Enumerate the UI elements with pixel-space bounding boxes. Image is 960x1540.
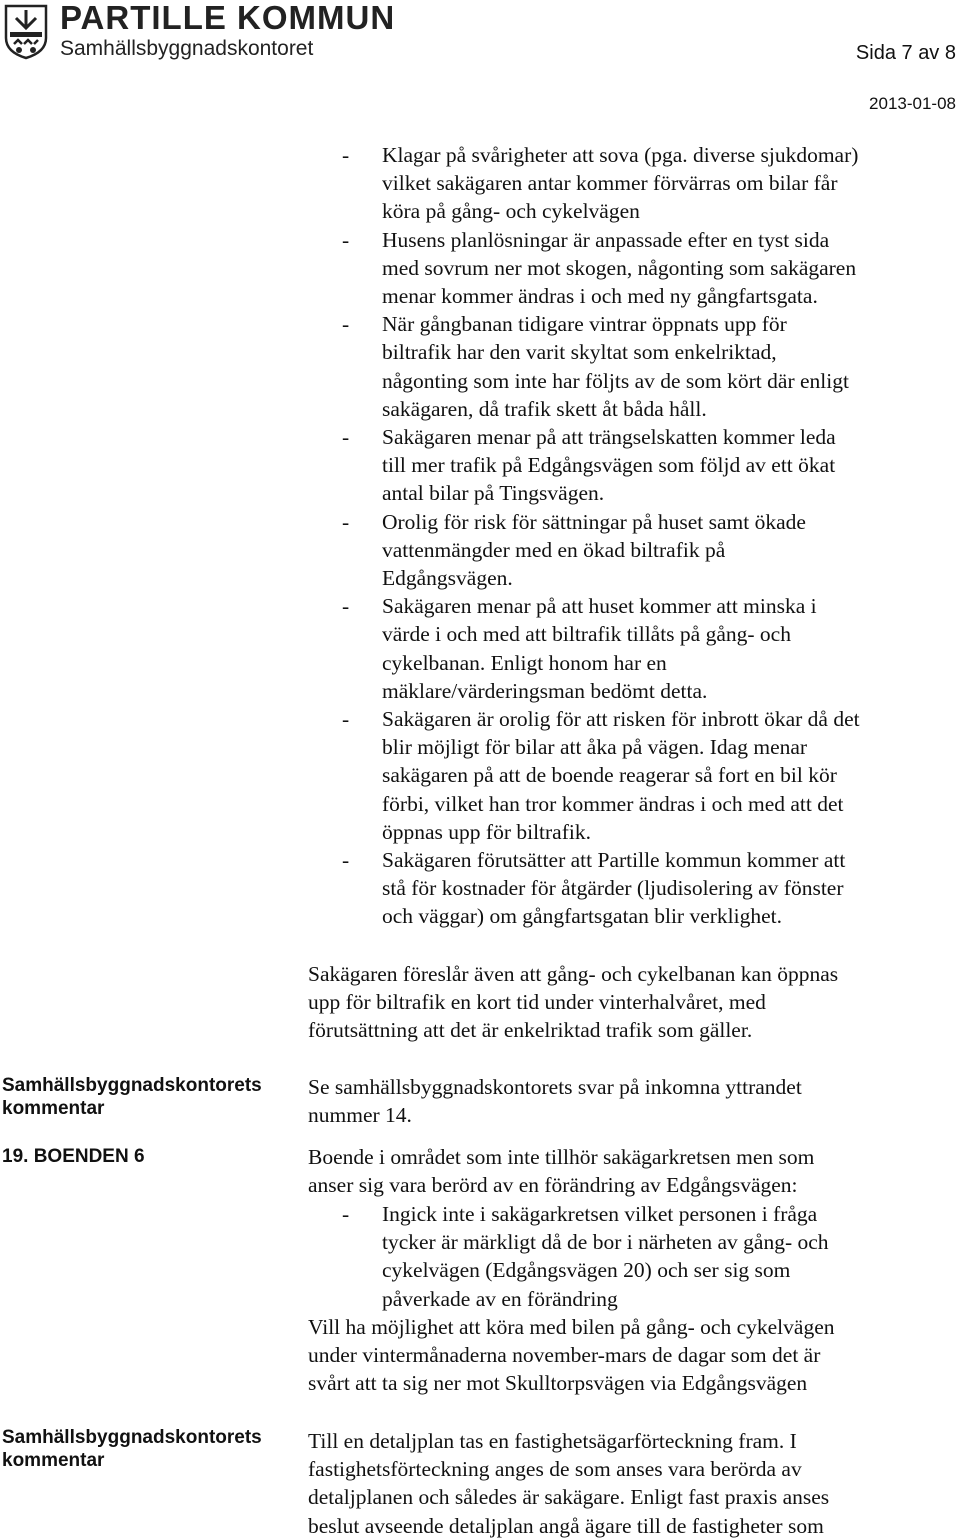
comment-label-line: kommentar bbox=[2, 1098, 105, 1119]
text-line: Ingick inte i sakägarkretsen vilket personen i fråga bbox=[382, 1202, 818, 1226]
bullet-dash: - bbox=[342, 707, 350, 732]
text-line: och väggar) om gångfartsgatan blir verklighet. bbox=[382, 904, 782, 929]
text-line: menar kommer ändras i och med ny gångfartsgata. bbox=[382, 284, 818, 309]
text-line: vilket sakägaren antar kommer förvärras om bilar får bbox=[382, 171, 838, 196]
text-line: fastighetsförteckning anges de som anses vara berörda av bbox=[308, 1457, 802, 1482]
list-item bbox=[342, 508, 860, 593]
text-line: Sakägaren föreslår även att gång- och cykelbanan kan öppnas bbox=[308, 962, 839, 986]
concerns-list bbox=[342, 141, 860, 931]
text-line: blir möjligt för bilar att åka på vägen. Idag menar bbox=[382, 735, 808, 760]
comment-label-line: kommentar bbox=[2, 1450, 105, 1471]
text-line: Sakägaren menar på att huset kommer att minska i bbox=[382, 594, 817, 619]
text-line: Se samhällsbyggnadskontorets svar på inkomna yttrandet bbox=[308, 1075, 802, 1099]
document-date: 2013-01-08 bbox=[869, 94, 956, 113]
text-line: Boende i området som inte tillhör sakägarkretsen men som bbox=[308, 1145, 815, 1169]
list-item bbox=[342, 1200, 829, 1313]
text-line: med sovrum ner mot skogen, någonting som sakägaren bbox=[382, 255, 857, 280]
text-line: svårt att ta sig ner mot Skulltorpsvägen via Edgångsvägen bbox=[308, 1371, 808, 1396]
text-line: stå för kostnader för åtgärder (ljudisolering av fönster bbox=[382, 876, 844, 901]
section-bullet-list bbox=[342, 1200, 829, 1313]
text-line: Vill ha möjlighet att köra med bilen på gång- och cykelvägen bbox=[308, 1315, 835, 1339]
text-line: beslut avseende detaljplan angå ägare till de fastigheter som bbox=[308, 1513, 824, 1538]
bullet-dash: - bbox=[342, 425, 350, 450]
bullet-dash: - bbox=[342, 312, 350, 337]
comment-text bbox=[308, 1427, 829, 1540]
organization-name: PARTILLE KOMMUN bbox=[60, 0, 396, 36]
section-heading: 19. BOENDEN 6 bbox=[2, 1146, 145, 1167]
text-line: förutsättning att det är enkelriktad trafik som gäller. bbox=[308, 1018, 753, 1043]
proposal-paragraph bbox=[308, 960, 838, 1045]
list-item bbox=[342, 141, 860, 226]
text-line: Orolig för risk för sättningar på huset samt ökade bbox=[382, 509, 806, 534]
text-line: värde i och med att biltrafik tillåts på gång- och bbox=[382, 622, 791, 647]
text-line: Till en detaljplan tas en fastighetsägarförteckning fram. I bbox=[308, 1429, 797, 1453]
text-line: köra på gång- och cykelvägen bbox=[382, 199, 640, 224]
text-line: nummer 14. bbox=[308, 1103, 412, 1128]
text-line: antal bilar på Tingsvägen. bbox=[382, 481, 605, 506]
bullet-dash: - bbox=[342, 143, 350, 167]
text-line: cykelvägen (Edgångsvägen 20) och ser sig som bbox=[382, 1258, 791, 1283]
text-line: mäklare/värderingsman bedömt detta. bbox=[382, 678, 708, 703]
department-name: Samhällsbyggnadskontoret bbox=[60, 37, 314, 60]
comment-text bbox=[308, 1073, 802, 1129]
section-wish bbox=[308, 1313, 835, 1398]
comment-label bbox=[2, 1426, 262, 1472]
bullet-dash: - bbox=[342, 509, 350, 534]
text-line: öppnas upp för biltrafik. bbox=[382, 819, 591, 844]
page-number: Sida 7 av 8 bbox=[855, 42, 956, 64]
text-line: cykelbanan. Enligt honom har en bbox=[382, 650, 667, 675]
text-line: sakägaren, då trafik skett åt båda håll. bbox=[382, 396, 707, 421]
text-line: Sakägaren är orolig för att risken för inbrott ökar då det bbox=[382, 707, 860, 732]
comment-label-line: Samhällsbyggnadskontorets bbox=[2, 1427, 262, 1448]
comment-label-line: Samhällsbyggnadskontorets bbox=[2, 1075, 262, 1096]
text-line: biltrafik har den varit skyltat som enkelriktad, bbox=[382, 340, 777, 365]
text-line: till mer trafik på Edgångsvägen som följd av ett ökat bbox=[382, 453, 836, 478]
bullet-dash: - bbox=[342, 227, 350, 252]
text-line: Edgångsvägen. bbox=[382, 566, 513, 591]
text-line: under vintermånaderna november-mars de dagar som det är bbox=[308, 1343, 821, 1368]
text-line: förbi, vilket han tror kommer ändras i och med att det bbox=[382, 791, 844, 816]
section-intro bbox=[308, 1143, 814, 1199]
list-item bbox=[342, 226, 860, 311]
organization-header bbox=[60, 0, 395, 61]
text-line: tycker är märkligt då de bor i närheten av gång- och bbox=[382, 1230, 829, 1255]
text-line: sakägaren på att de boende reagerar så fort en bil kör bbox=[382, 763, 837, 788]
text-line: påverkade av en förändring bbox=[382, 1286, 618, 1311]
text-line: Husens planlösningar är anpassade efter en tyst sida bbox=[382, 227, 830, 252]
text-line: Sakägaren menar på att trängselskatten kommer leda bbox=[382, 425, 836, 450]
bullet-dash: - bbox=[342, 1202, 350, 1226]
list-item bbox=[342, 592, 860, 705]
comment-label bbox=[2, 1074, 262, 1120]
municipal-shield-icon bbox=[4, 4, 48, 60]
text-line: Klagar på svårigheter att sova (pga. diverse sjukdomar) bbox=[382, 143, 859, 167]
text-line: Sakägaren förutsätter att Partille kommun kommer att bbox=[382, 848, 846, 873]
text-line: upp för biltrafik en kort tid under vinterhalvåret, med bbox=[308, 990, 766, 1015]
text-line: någonting som inte har följts av de som kört där enligt bbox=[382, 368, 849, 393]
list-item bbox=[342, 423, 860, 508]
bullet-dash: - bbox=[342, 594, 350, 619]
bullet-dash: - bbox=[342, 848, 350, 873]
text-line: detaljplanen och således är sakägare. Enligt fast praxis anses bbox=[308, 1485, 830, 1510]
list-item bbox=[342, 705, 860, 846]
text-line: När gångbanan tidigare vintrar öppnats upp för bbox=[382, 312, 787, 337]
text-line: anser sig vara berörd av en förändring av Edgångsvägen: bbox=[308, 1173, 798, 1198]
text-line: vattenmängder med en ökad biltrafik på bbox=[382, 537, 726, 562]
list-item bbox=[342, 846, 860, 931]
list-item bbox=[342, 310, 860, 423]
